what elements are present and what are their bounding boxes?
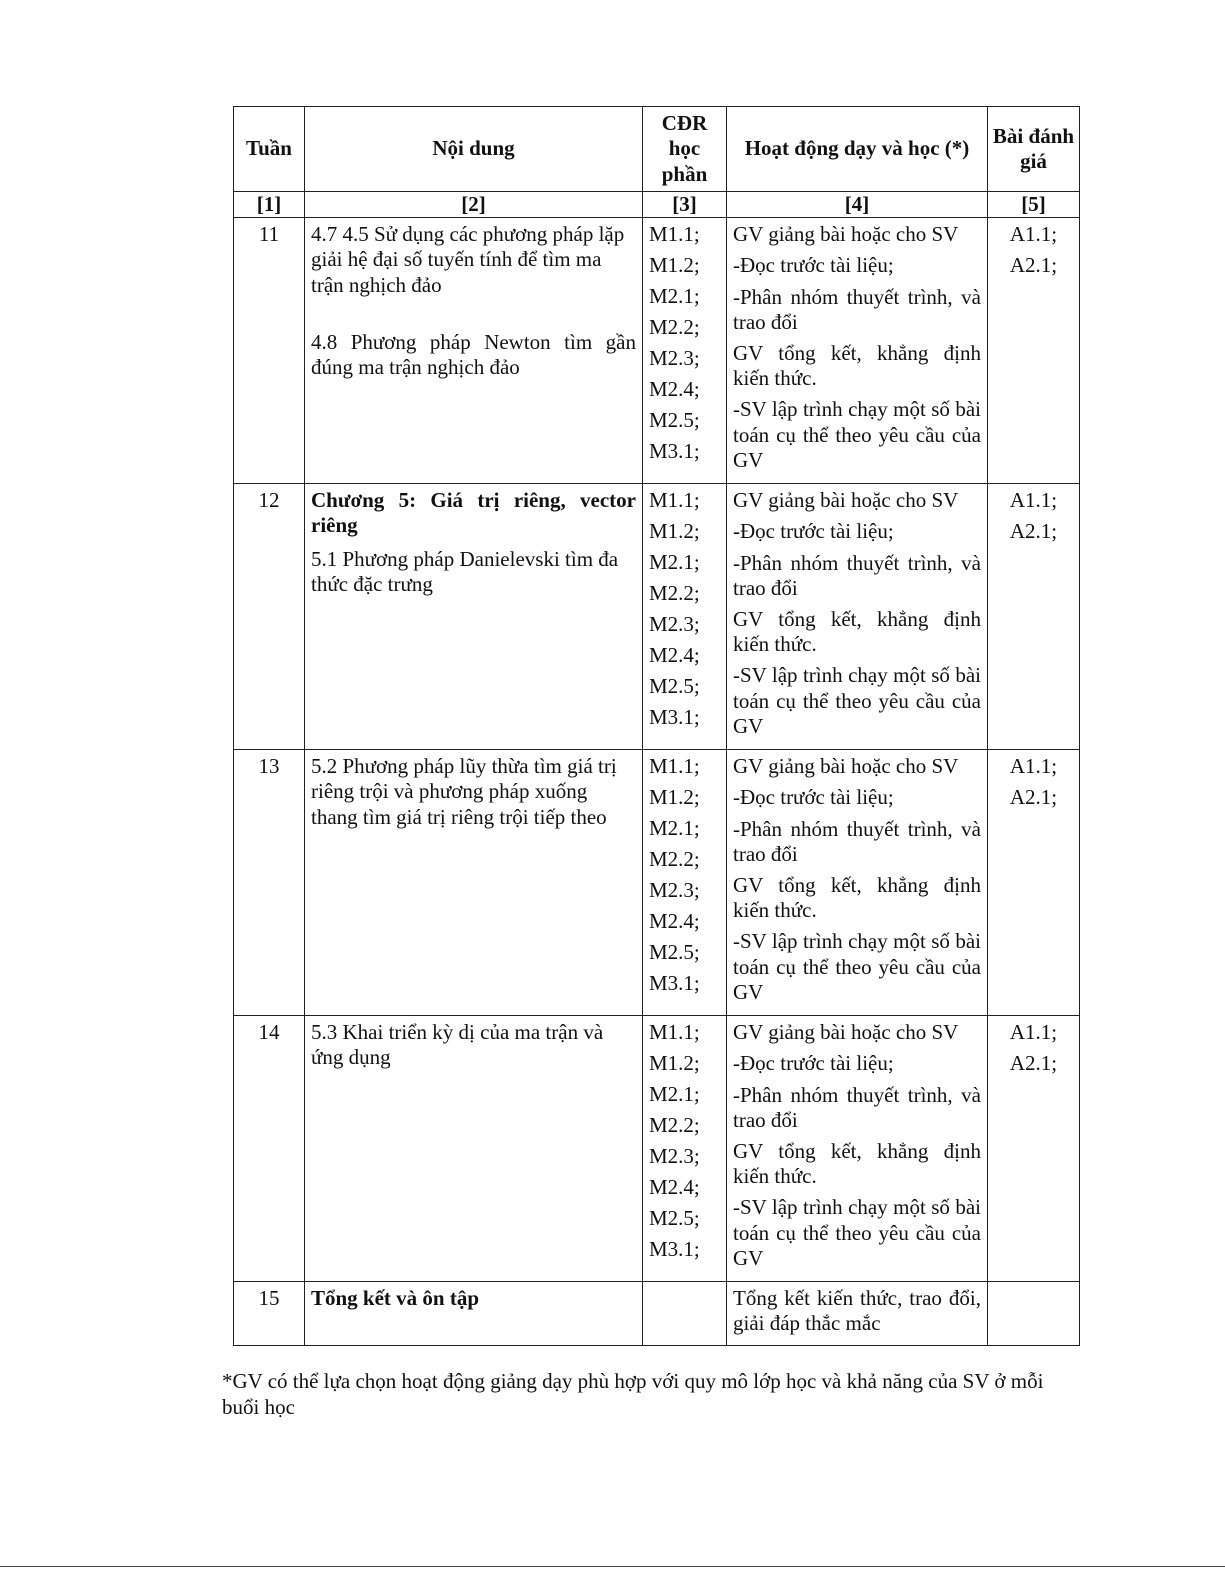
header-content: Nội dung: [305, 107, 643, 192]
activity-item: Tổng kết kiến thức, trao đổi, giải đáp thắc mắc: [733, 1286, 981, 1336]
clo-code: M2.5;: [649, 674, 700, 699]
clo-code: M2.2;: [649, 581, 700, 606]
activity-item: -Phân nhóm thuyết trình, và trao đổi: [733, 284, 981, 334]
week-cell: 13: [234, 750, 305, 1016]
clo-code: M2.1;: [649, 550, 700, 575]
activities-cell: [727, 484, 988, 750]
content-cell: [305, 1016, 643, 1282]
activity-item: -Phân nhóm thuyết trình, và trao đổi: [733, 1082, 981, 1132]
index-cell: [3]: [643, 192, 727, 218]
index-cell: [2]: [305, 192, 643, 218]
activity-item: GV tổng kết, khẳng định kiến thức.: [733, 340, 981, 391]
assessment-code: A2.1;: [1009, 785, 1058, 810]
assessment-code: A1.1;: [1009, 222, 1058, 247]
assessment-cell: [988, 750, 1080, 1016]
clo-code: M2.4;: [649, 377, 700, 402]
week-cell: 12: [234, 484, 305, 750]
header-clo: CĐR học phần: [643, 107, 727, 192]
page-bottom-rule: [0, 1566, 1225, 1567]
clo-cell: [643, 218, 727, 484]
header-activities: Hoạt động dạy và học (*): [727, 107, 988, 192]
clo-code: M2.4;: [649, 643, 700, 668]
table-row: [234, 218, 1080, 484]
clo-code: M2.5;: [649, 408, 700, 433]
content-text: 5.2 Phương pháp lũy thừa tìm giá trị riêng trội và phương pháp xuống thang tìm giá trị riêng trội tiếp theo: [311, 754, 617, 829]
assessment-cell: [988, 1282, 1080, 1346]
week-cell: 11: [234, 218, 305, 484]
table-row: [234, 1016, 1080, 1282]
clo-code: M1.1;: [649, 488, 700, 513]
assessment-code: A2.1;: [1009, 1051, 1058, 1076]
clo-code: M2.5;: [649, 1206, 700, 1231]
clo-code: M2.2;: [649, 1113, 700, 1138]
table-row: [234, 1282, 1080, 1346]
activity-item: GV giảng bài hoặc cho SV: [733, 1020, 959, 1045]
assessment-code: A2.1;: [1009, 519, 1058, 544]
clo-code: M2.3;: [649, 1144, 700, 1169]
content-cell: [305, 1282, 643, 1346]
activity-item: -Đọc trước tài liệu;: [733, 1051, 894, 1076]
activity-item: -Phân nhóm thuyết trình, và trao đổi: [733, 816, 981, 866]
activities-cell: [727, 750, 988, 1016]
assessment-code: A1.1;: [1009, 1020, 1058, 1045]
assessment-code: A1.1;: [1009, 754, 1058, 779]
activities-cell: [727, 1016, 988, 1282]
clo-code: M3.1;: [649, 439, 700, 464]
clo-code: M3.1;: [649, 705, 700, 730]
activity-item: GV tổng kết, khẳng định kiến thức.: [733, 606, 981, 657]
activity-item: -SV lập trình chạy một số bài toán cụ thể theo yêu cầu của GV: [733, 397, 981, 472]
week-cell: 14: [234, 1016, 305, 1282]
index-cell: [4]: [727, 192, 988, 218]
clo-code: M2.4;: [649, 1175, 700, 1200]
footnote: *GV có thể lựa chọn hoạt động giảng dạy phù hợp với quy mô lớp học và khả năng của SV ở mỗi buổi học: [222, 1369, 1044, 1420]
activity-item: -SV lập trình chạy một số bài toán cụ thể theo yêu cầu của GV: [733, 663, 981, 738]
content-text: 5.3 Khai triển kỳ dị của ma trận và ứng dụng: [311, 1020, 604, 1070]
activity-item: -SV lập trình chạy một số bài toán cụ thể theo yêu cầu của GV: [733, 929, 981, 1004]
content-text: 4.7 4.5 Sử dụng các phương pháp lặp giải hệ đại số tuyến tính để tìm ma trận nghịch đảo: [311, 222, 625, 297]
clo-code: M1.1;: [649, 1020, 700, 1045]
chapter-title: Chương 5: Giá trị riêng, vector riêng: [311, 488, 636, 538]
clo-cell: [643, 1016, 727, 1282]
assessment-cell: [988, 1016, 1080, 1282]
chapter-title: Tổng kết và ôn tập: [311, 1286, 480, 1311]
activity-item: -SV lập trình chạy một số bài toán cụ thể theo yêu cầu của GV: [733, 1195, 981, 1270]
clo-code: M2.3;: [649, 346, 700, 371]
clo-code: M2.3;: [649, 612, 700, 637]
clo-code: M2.1;: [649, 816, 700, 841]
clo-code: M3.1;: [649, 1237, 700, 1262]
assessment-cell: [988, 218, 1080, 484]
activity-item: -Đọc trước tài liệu;: [733, 253, 894, 278]
activity-item: GV tổng kết, khẳng định kiến thức.: [733, 872, 981, 923]
clo-code: M2.5;: [649, 940, 700, 965]
activity-item: GV giảng bài hoặc cho SV: [733, 754, 959, 779]
clo-cell: [643, 484, 727, 750]
header-assessment: Bài đánh giá: [988, 107, 1080, 192]
clo-code: M2.4;: [649, 909, 700, 934]
content-cell: [305, 484, 643, 750]
clo-cell: [643, 1282, 727, 1346]
assessment-cell: [988, 484, 1080, 750]
clo-code: M2.2;: [649, 315, 700, 340]
syllabus-table: [233, 106, 1080, 1346]
activity-item: GV tổng kết, khẳng định kiến thức.: [733, 1138, 981, 1189]
index-cell: [1]: [234, 192, 305, 218]
clo-code: M2.2;: [649, 847, 700, 872]
content-text: 4.8 Phương pháp Newton tìm gần đúng ma trận nghịch đảo: [311, 329, 636, 379]
activity-item: -Phân nhóm thuyết trình, và trao đổi: [733, 550, 981, 600]
clo-code: M1.2;: [649, 519, 700, 544]
clo-code: M3.1;: [649, 971, 700, 996]
activity-item: -Đọc trước tài liệu;: [733, 519, 894, 544]
clo-code: M2.1;: [649, 1082, 700, 1107]
activities-cell: [727, 1282, 988, 1346]
clo-code: M2.3;: [649, 878, 700, 903]
header-row: [234, 107, 1080, 192]
table-row: [234, 484, 1080, 750]
index-cell: [5]: [988, 192, 1080, 218]
clo-code: M1.2;: [649, 253, 700, 278]
clo-code: M2.1;: [649, 284, 700, 309]
index-row: [234, 192, 1080, 218]
table-row: [234, 750, 1080, 1016]
clo-code: M1.2;: [649, 785, 700, 810]
clo-code: M1.1;: [649, 754, 700, 779]
clo-code: M1.1;: [649, 222, 700, 247]
assessment-code: A1.1;: [1009, 488, 1058, 513]
activity-item: GV giảng bài hoặc cho SV: [733, 488, 959, 513]
content-cell: [305, 218, 643, 484]
week-cell: 15: [234, 1282, 305, 1346]
activity-item: GV giảng bài hoặc cho SV: [733, 222, 959, 247]
clo-cell: [643, 750, 727, 1016]
assessment-code: A2.1;: [1009, 253, 1058, 278]
clo-code: M1.2;: [649, 1051, 700, 1076]
activities-cell: [727, 218, 988, 484]
activity-item: -Đọc trước tài liệu;: [733, 785, 894, 810]
header-week: Tuần: [234, 107, 305, 192]
content-text: 5.1 Phương pháp Danielevski tìm đa thức đặc trưng: [311, 546, 619, 596]
content-cell: [305, 750, 643, 1016]
